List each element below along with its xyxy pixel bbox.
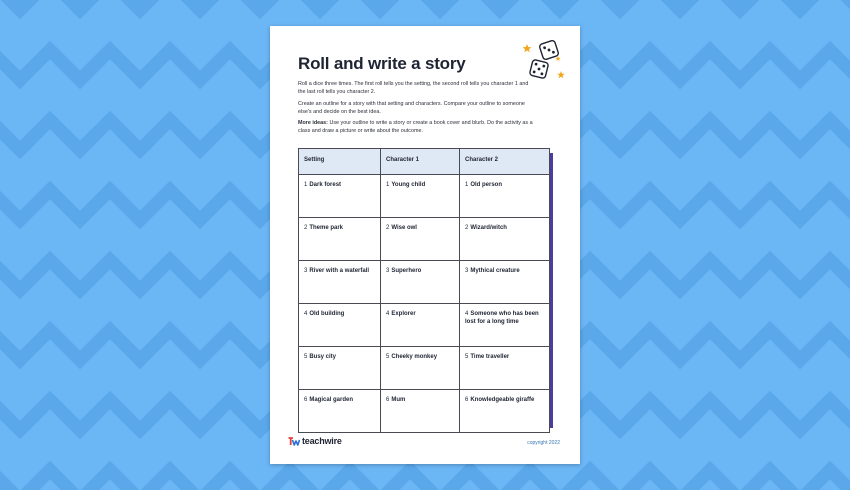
copyright-text: copyright 2022 — [527, 440, 560, 446]
table-cell — [299, 390, 381, 433]
roll-number: 5 — [386, 354, 390, 360]
table-row — [299, 390, 550, 433]
table-cell — [299, 218, 381, 261]
more-ideas-label: More ideas: — [298, 120, 328, 126]
roll-option: Cheeky monkey — [391, 354, 438, 360]
teachwire-logo — [288, 435, 342, 447]
roll-option: Someone who has been lost for a long time — [465, 311, 539, 325]
table-cell — [381, 304, 460, 347]
table-cell — [299, 261, 381, 304]
roll-table — [298, 148, 550, 433]
header-setting: Setting — [299, 149, 381, 175]
roll-number: 3 — [304, 268, 308, 274]
roll-number: 5 — [465, 354, 469, 360]
instructions-paragraph: Roll a dice three times. The first roll tells you the setting, the second roll tells you character 1 and the last roll tells you character 2. — [298, 81, 529, 95]
table-row — [299, 218, 550, 261]
roll-number: 1 — [465, 182, 469, 188]
roll-number: 6 — [465, 397, 469, 403]
roll-option: Old person — [470, 182, 503, 188]
roll-number: 3 — [386, 268, 390, 274]
roll-option: Wizard/witch — [470, 225, 507, 231]
table-header-row — [299, 149, 550, 175]
roll-number: 1 — [304, 182, 308, 188]
roll-option: Busy city — [309, 354, 337, 360]
dice-icon — [522, 38, 568, 84]
roll-option: Theme park — [309, 225, 344, 231]
story-table — [298, 148, 550, 422]
roll-number: 2 — [386, 225, 390, 231]
table-cell — [460, 347, 550, 390]
table-cell — [460, 218, 550, 261]
table-cell — [460, 304, 550, 347]
roll-number: 5 — [304, 354, 308, 360]
table-cell — [381, 390, 460, 433]
die-bottom — [529, 59, 548, 78]
roll-number: 4 — [304, 311, 308, 317]
roll-number: 6 — [304, 397, 308, 403]
roll-number: 2 — [304, 225, 308, 231]
chevron-stripe — [0, 470, 850, 490]
table-cell — [299, 347, 381, 390]
roll-number: 3 — [465, 268, 469, 274]
table-cell — [299, 304, 381, 347]
teachwire-logo-icon — [288, 436, 300, 446]
roll-number: 2 — [465, 225, 469, 231]
table-cell — [460, 261, 550, 304]
outline-paragraph: Create an outline for a story with that setting and characters. Compare your outline to someone else's and decide on the best idea. — [298, 101, 525, 115]
roll-option: Time traveller — [470, 354, 510, 360]
table-cell — [381, 261, 460, 304]
roll-option: Wise owl — [391, 225, 417, 231]
more-ideas-paragraph — [298, 119, 536, 135]
more-ideas-text: Use your outline to write a story or create a book cover and blurb. Do the activity as a class and draw a picture or write about the outcome. — [298, 120, 533, 134]
table-row — [299, 304, 550, 347]
roll-option: Superhero — [391, 268, 422, 274]
roll-number: 4 — [465, 311, 469, 317]
worksheet-page — [270, 26, 580, 464]
roll-option: Mythical creature — [470, 268, 520, 274]
roll-option: Explorer — [391, 311, 416, 317]
roll-number: 6 — [386, 397, 390, 403]
roll-option: Magical garden — [309, 397, 354, 403]
table-cell — [460, 175, 550, 218]
star-icon — [557, 71, 565, 78]
roll-option: Knowledgeable giraffe — [470, 397, 535, 403]
die-top — [539, 40, 559, 60]
roll-number: 4 — [386, 311, 390, 317]
table-row — [299, 175, 550, 218]
roll-number: 1 — [386, 182, 390, 188]
star-icon — [523, 44, 532, 52]
roll-option: Mum — [391, 397, 406, 403]
header-character-2: Character 2 — [460, 149, 550, 175]
table-cell — [381, 218, 460, 261]
logo-text: teachwire — [302, 436, 342, 446]
worksheet-title: Roll and write a story — [298, 54, 466, 73]
roll-option: Dark forest — [309, 182, 342, 188]
table-row — [299, 261, 550, 304]
roll-option: Young child — [391, 182, 426, 188]
roll-option: River with a waterfall — [309, 268, 370, 274]
table-cell — [381, 175, 460, 218]
header-character-1: Character 1 — [381, 149, 460, 175]
table-cell — [299, 175, 381, 218]
table-row — [299, 347, 550, 390]
table-cell — [381, 347, 460, 390]
roll-option: Old building — [309, 311, 345, 317]
chevron-stripe — [0, 0, 850, 10]
table-cell — [460, 390, 550, 433]
